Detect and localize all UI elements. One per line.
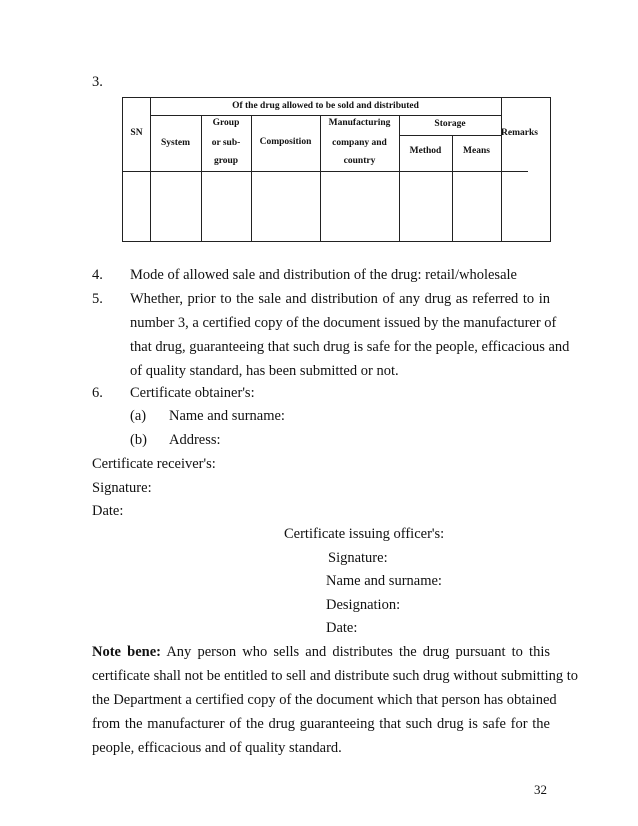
header-manufacturing-line1: Manufacturing [328, 118, 391, 128]
section-3-number: 3. [92, 74, 103, 90]
item-5-line: number 3, a certified copy of the document issued by the manufacturer of [130, 315, 557, 331]
item-6-number: 6. [92, 385, 103, 401]
item-6-text: Certificate obtainer's: [130, 385, 255, 401]
table-rule [123, 171, 528, 172]
item-5-line: that drug, guaranteeing that such drug is safe for the people, efficacious and [130, 339, 570, 355]
header-group-line1: Group [212, 118, 240, 128]
header-group-line2: or sub- [211, 138, 241, 148]
header-manufacturing-line3: country [343, 156, 376, 166]
note-line: people, efficacious and of quality standard. [92, 740, 342, 756]
officer-name: Name and surname: [326, 573, 442, 589]
item-6a-text: Name and surname: [169, 408, 285, 424]
header-manufacturing-line2: company and [332, 138, 387, 148]
header-storage: Storage [434, 119, 466, 129]
officer-title: Certificate issuing officer's: [284, 526, 445, 542]
item-5-line: Whether, prior to the sale and distribution of any drug as referred to in [130, 291, 550, 307]
header-method: Method [409, 146, 442, 156]
item-4-number: 4. [92, 267, 103, 283]
item-6b-text: Address: [169, 432, 221, 448]
table-rule [399, 135, 501, 136]
header-means: Means [463, 146, 490, 156]
drug-table [122, 97, 551, 242]
table-divider [150, 98, 151, 241]
header-composition: Composition [259, 137, 312, 147]
receiver-date: Date: [92, 503, 124, 519]
table-divider [251, 116, 252, 241]
receiver-title: Certificate receiver's: [92, 456, 216, 472]
officer-signature: Signature: [328, 550, 388, 566]
officer-date: Date: [326, 620, 358, 636]
item-6b-number: (b) [130, 432, 147, 448]
note-line-1 [92, 643, 550, 661]
receiver-signature: Signature: [92, 480, 152, 496]
header-remarks: Remarks [501, 128, 538, 138]
note-line: the Department a certified copy of the document which that person has obtained [92, 692, 557, 708]
header-sn: SN [130, 128, 143, 138]
header-group-line3: group [213, 156, 239, 166]
note-line: from the manufacturer of the drug guaranteeing that such drug is safe for the [92, 716, 550, 732]
page-number: 32 [534, 782, 547, 797]
table-divider [201, 116, 202, 241]
note-line: certificate shall not be entitled to sell and distribute such drug without submitting to [92, 668, 579, 684]
item-6a-number: (a) [130, 408, 147, 424]
header-system: System [160, 138, 191, 148]
note-text: Any person who sells and distributes the drug pursuant to this [166, 644, 550, 660]
item-4-text: Mode of allowed sale and distribution of the drug: retail/wholesale [130, 267, 517, 283]
table-divider [320, 116, 321, 241]
item-5-line: of quality standard, has been submitted or not. [130, 363, 399, 379]
header-span: Of the drug allowed to be sold and distributed [232, 101, 419, 111]
table-rule [150, 115, 501, 116]
item-5-number: 5. [92, 291, 103, 307]
note-label: Note bene: [92, 644, 161, 660]
officer-designation: Designation: [326, 597, 401, 613]
table-divider [501, 98, 502, 241]
